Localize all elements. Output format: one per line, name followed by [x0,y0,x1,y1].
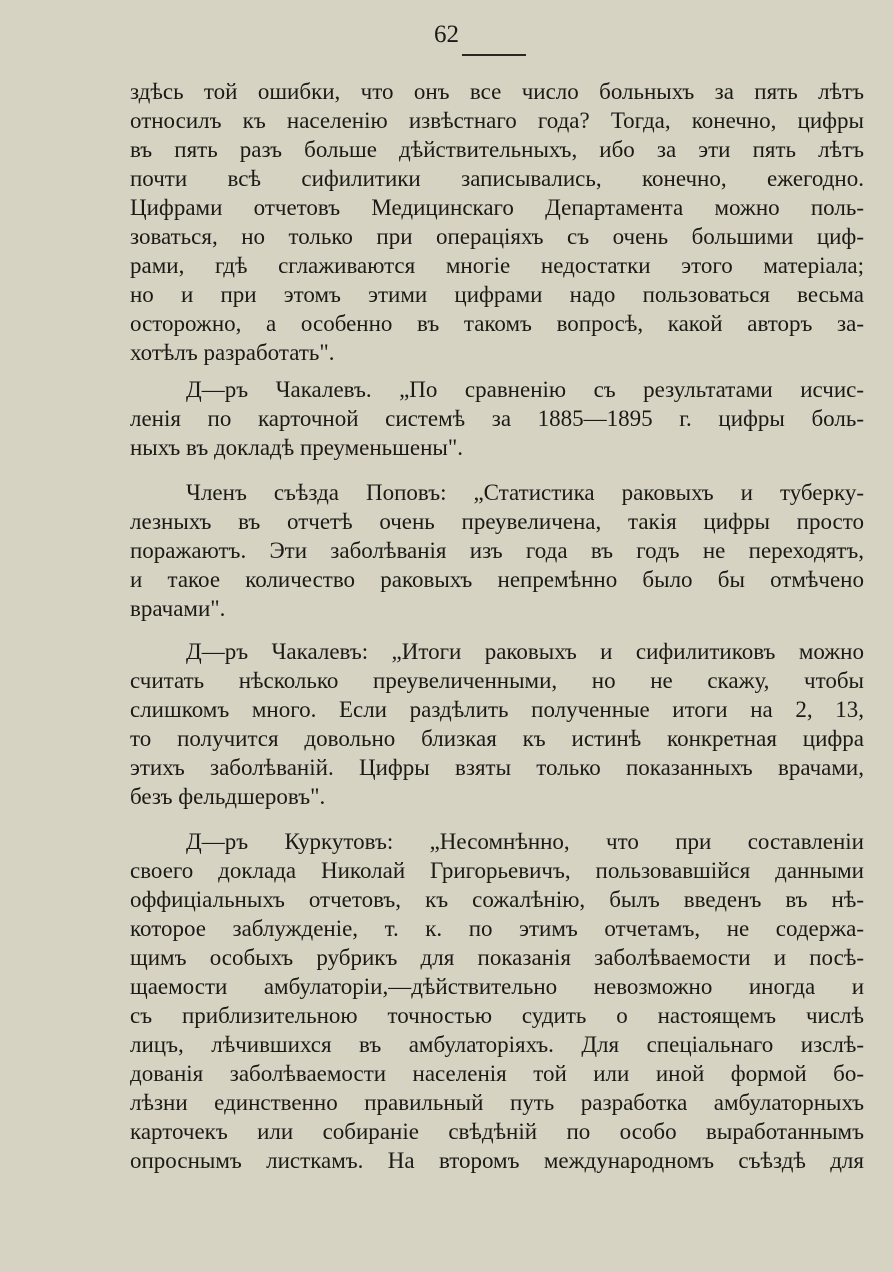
text-line: карточекъ или собираніе свѣдѣній по особо выработаннымъ [130,1119,864,1144]
text-line: считать нѣсколько преувеличенными, но не скажу, чтобы [130,668,864,693]
paragraph-2 [130,375,864,462]
paragraph-4 [130,637,864,811]
text-line: но и при этомъ этими цифрами надо пользоваться весьма [130,282,864,307]
text-line: почти всѣ сифилитики записывались, конечно, ежегодно. [130,166,864,191]
text-line: Д—ръ Чакалевъ: „Итоги раковыхъ и сифилитиковъ можно [186,639,864,664]
text-line: относилъ къ населенію извѣстнаго года? Тогда, конечно, цифры [130,108,864,133]
text-line: ленія по карточной системѣ за 1885—1895 г. цифры боль- [130,406,864,431]
text-line: здѣсь той ошибки, что онъ все число больныхъ за пять лѣтъ [130,79,864,104]
paragraph-5 [130,827,864,1175]
text-line: слишкомъ много. Если раздѣлить полученные итоги на 2, 13, [130,697,864,722]
paragraph-3 [130,478,864,623]
text-line: врачами". [130,596,226,621]
text-line: хотѣлъ разработать". [130,340,335,365]
text-line: лѣзни единственно правильный путь разработка амбулаторныхъ [130,1090,864,1115]
text-line: лицъ, лѣчившихся въ амбулаторіяхъ. Для спеціальнаго изслѣ- [130,1032,864,1057]
text-line: Цифрами отчетовъ Медицинскаго Департамента можно поль- [130,195,864,220]
text-line: этихъ заболѣваній. Цифры взяты только показанныхъ врачами, [130,755,864,780]
text-line: которое заблужденіе, т. к. по этимъ отчетамъ, не содержа- [130,916,864,941]
text-line: ныхъ въ докладѣ преуменьшены". [130,435,463,460]
text-line: и такое количество раковыхъ непремѣнно было бы отмѣчено [130,567,864,592]
text-line: лезныхъ въ отчетѣ очень преувеличена, такія цифры просто [130,509,864,534]
text-line: съ приблизительною точностью судить о настоящемъ числѣ [130,1003,864,1028]
text-line: щимъ особыхъ рубрикъ для показанія заболѣваемости и посѣ- [130,945,864,970]
paragraph-1 [130,77,864,367]
page-number: 62 [434,21,459,48]
text-line: зоваться, но только при операціяхъ съ очень большими циф- [130,224,864,249]
text-line: опроснымъ листкамъ. На второмъ международномъ съѣздѣ для [130,1148,864,1173]
text-line: оффиціальныхъ отчетовъ, къ сожалѣнію, былъ введенъ въ нѣ- [130,887,864,912]
text-line: Членъ съѣзда Поповъ: „Статистика раковыхъ и туберку- [186,480,864,505]
page-number-rule [462,54,526,56]
text-line: дованія заболѣваемости населенія той или иной формой бо- [130,1061,864,1086]
text-line: осторожно, а особенно въ такомъ вопросѣ, какой авторъ за- [130,311,864,336]
text-line: щаемости амбулаторіи,—дѣйствительно невозможно иногда и [130,974,864,999]
text-line: поражаютъ. Эти заболѣванія изъ года въ годъ не переходятъ, [130,538,864,563]
text-line: Д—ръ Куркутовъ: „Несомнѣнно, что при составленіи [186,829,864,854]
text-line: безъ фельдшеровъ". [130,784,326,809]
text-line: Д—ръ Чакалевъ. „По сравненію съ результатами исчис- [186,377,864,402]
text-line: въ пять разъ больше дѣйствительныхъ, ибо за эти пять лѣтъ [130,137,864,162]
text-line: рами, гдѣ сглаживаются многіе недостатки этого матеріала; [130,253,864,278]
text-line: своего доклада Николай Григорьевичъ, пользовавшійся данными [130,858,864,883]
text-line: то получится довольно близкая къ истинѣ конкретная цифра [130,726,864,751]
